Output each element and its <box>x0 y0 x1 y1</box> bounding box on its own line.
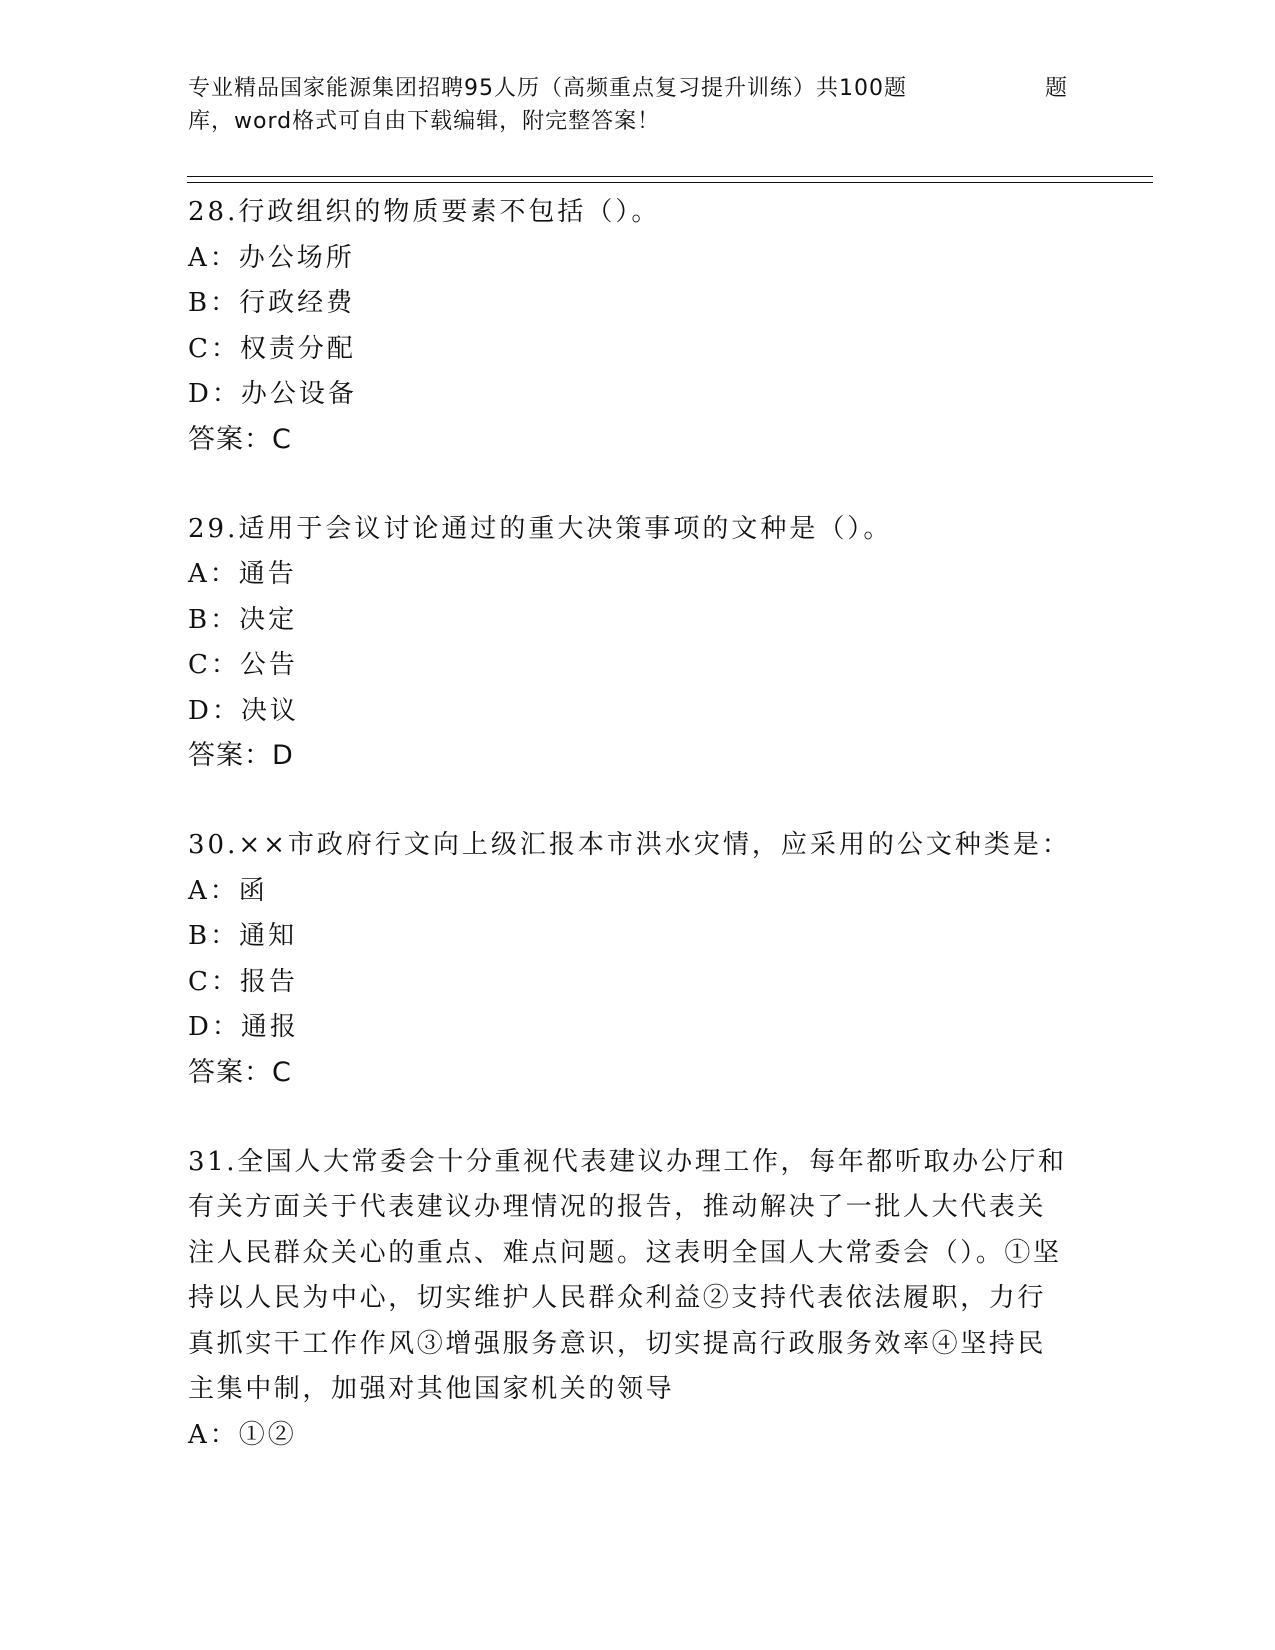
answer-text: 答案：C <box>188 1056 292 1088</box>
header-title: 专业精品国家能源集团招聘95人历（高频重点复习提升训练）共100题 <box>188 76 907 101</box>
option-d: D：决议 <box>188 695 299 726</box>
option-b: B：通知 <box>188 921 298 951</box>
answer-text: 答案：D <box>188 740 294 771</box>
question-text: 28.行政组织的物质要素不包括（）。 <box>188 197 661 227</box>
option-a: A：办公场所 <box>188 242 355 273</box>
question-text: 31.全国人大常委会十分重视代表建议办理工作，每年都听取办公厅和有关方面关于代表建议办理情况的报告，推动解决了一批人大代表关注人民群众关心的重点、难点问题。这表明全国人大常委会（）。①坚持以人民为中心，切实维护人民群众利益②支持代表依法履职，力行真抓实干工作作风③增强服务意识，切实提高行政服务效率④坚持民主集中制，加强对其他国家机关的领导 <box>188 1146 1067 1404</box>
option-c: C：公告 <box>188 650 298 680</box>
header-line-1 <box>188 72 1068 105</box>
option-b: B：行政经费 <box>188 288 356 318</box>
question-text: 30.××市政府行文向上级汇报本市洪水灾情，应采用的公文种类是： <box>188 830 1071 860</box>
option-d: D：通报 <box>188 1012 299 1042</box>
answer-text: 答案：C <box>188 423 292 455</box>
question-28 <box>188 190 1088 462</box>
header-title-continuation: 题 <box>1044 76 1068 101</box>
document-header <box>188 72 1068 138</box>
question-30 <box>188 823 1088 1095</box>
option-b: B：决定 <box>188 604 298 635</box>
header-divider-top <box>187 176 1153 177</box>
option-c: C：报告 <box>188 966 298 997</box>
question-list <box>188 190 1088 1503</box>
option-a: A：函 <box>188 875 268 906</box>
question-31 <box>188 1140 1088 1459</box>
header-divider-bottom <box>187 182 1153 183</box>
option-a: A：通告 <box>188 559 297 589</box>
option-c: C：权责分配 <box>188 333 356 364</box>
header-subtitle: 库，word格式可自由下载编辑，附完整答案！ <box>188 109 661 134</box>
question-text: 29.适用于会议讨论通过的重大决策事项的文种是（）。 <box>188 513 893 544</box>
option-a: A：①② <box>188 1419 297 1450</box>
option-d: D：办公设备 <box>188 379 357 409</box>
question-29 <box>188 507 1088 779</box>
